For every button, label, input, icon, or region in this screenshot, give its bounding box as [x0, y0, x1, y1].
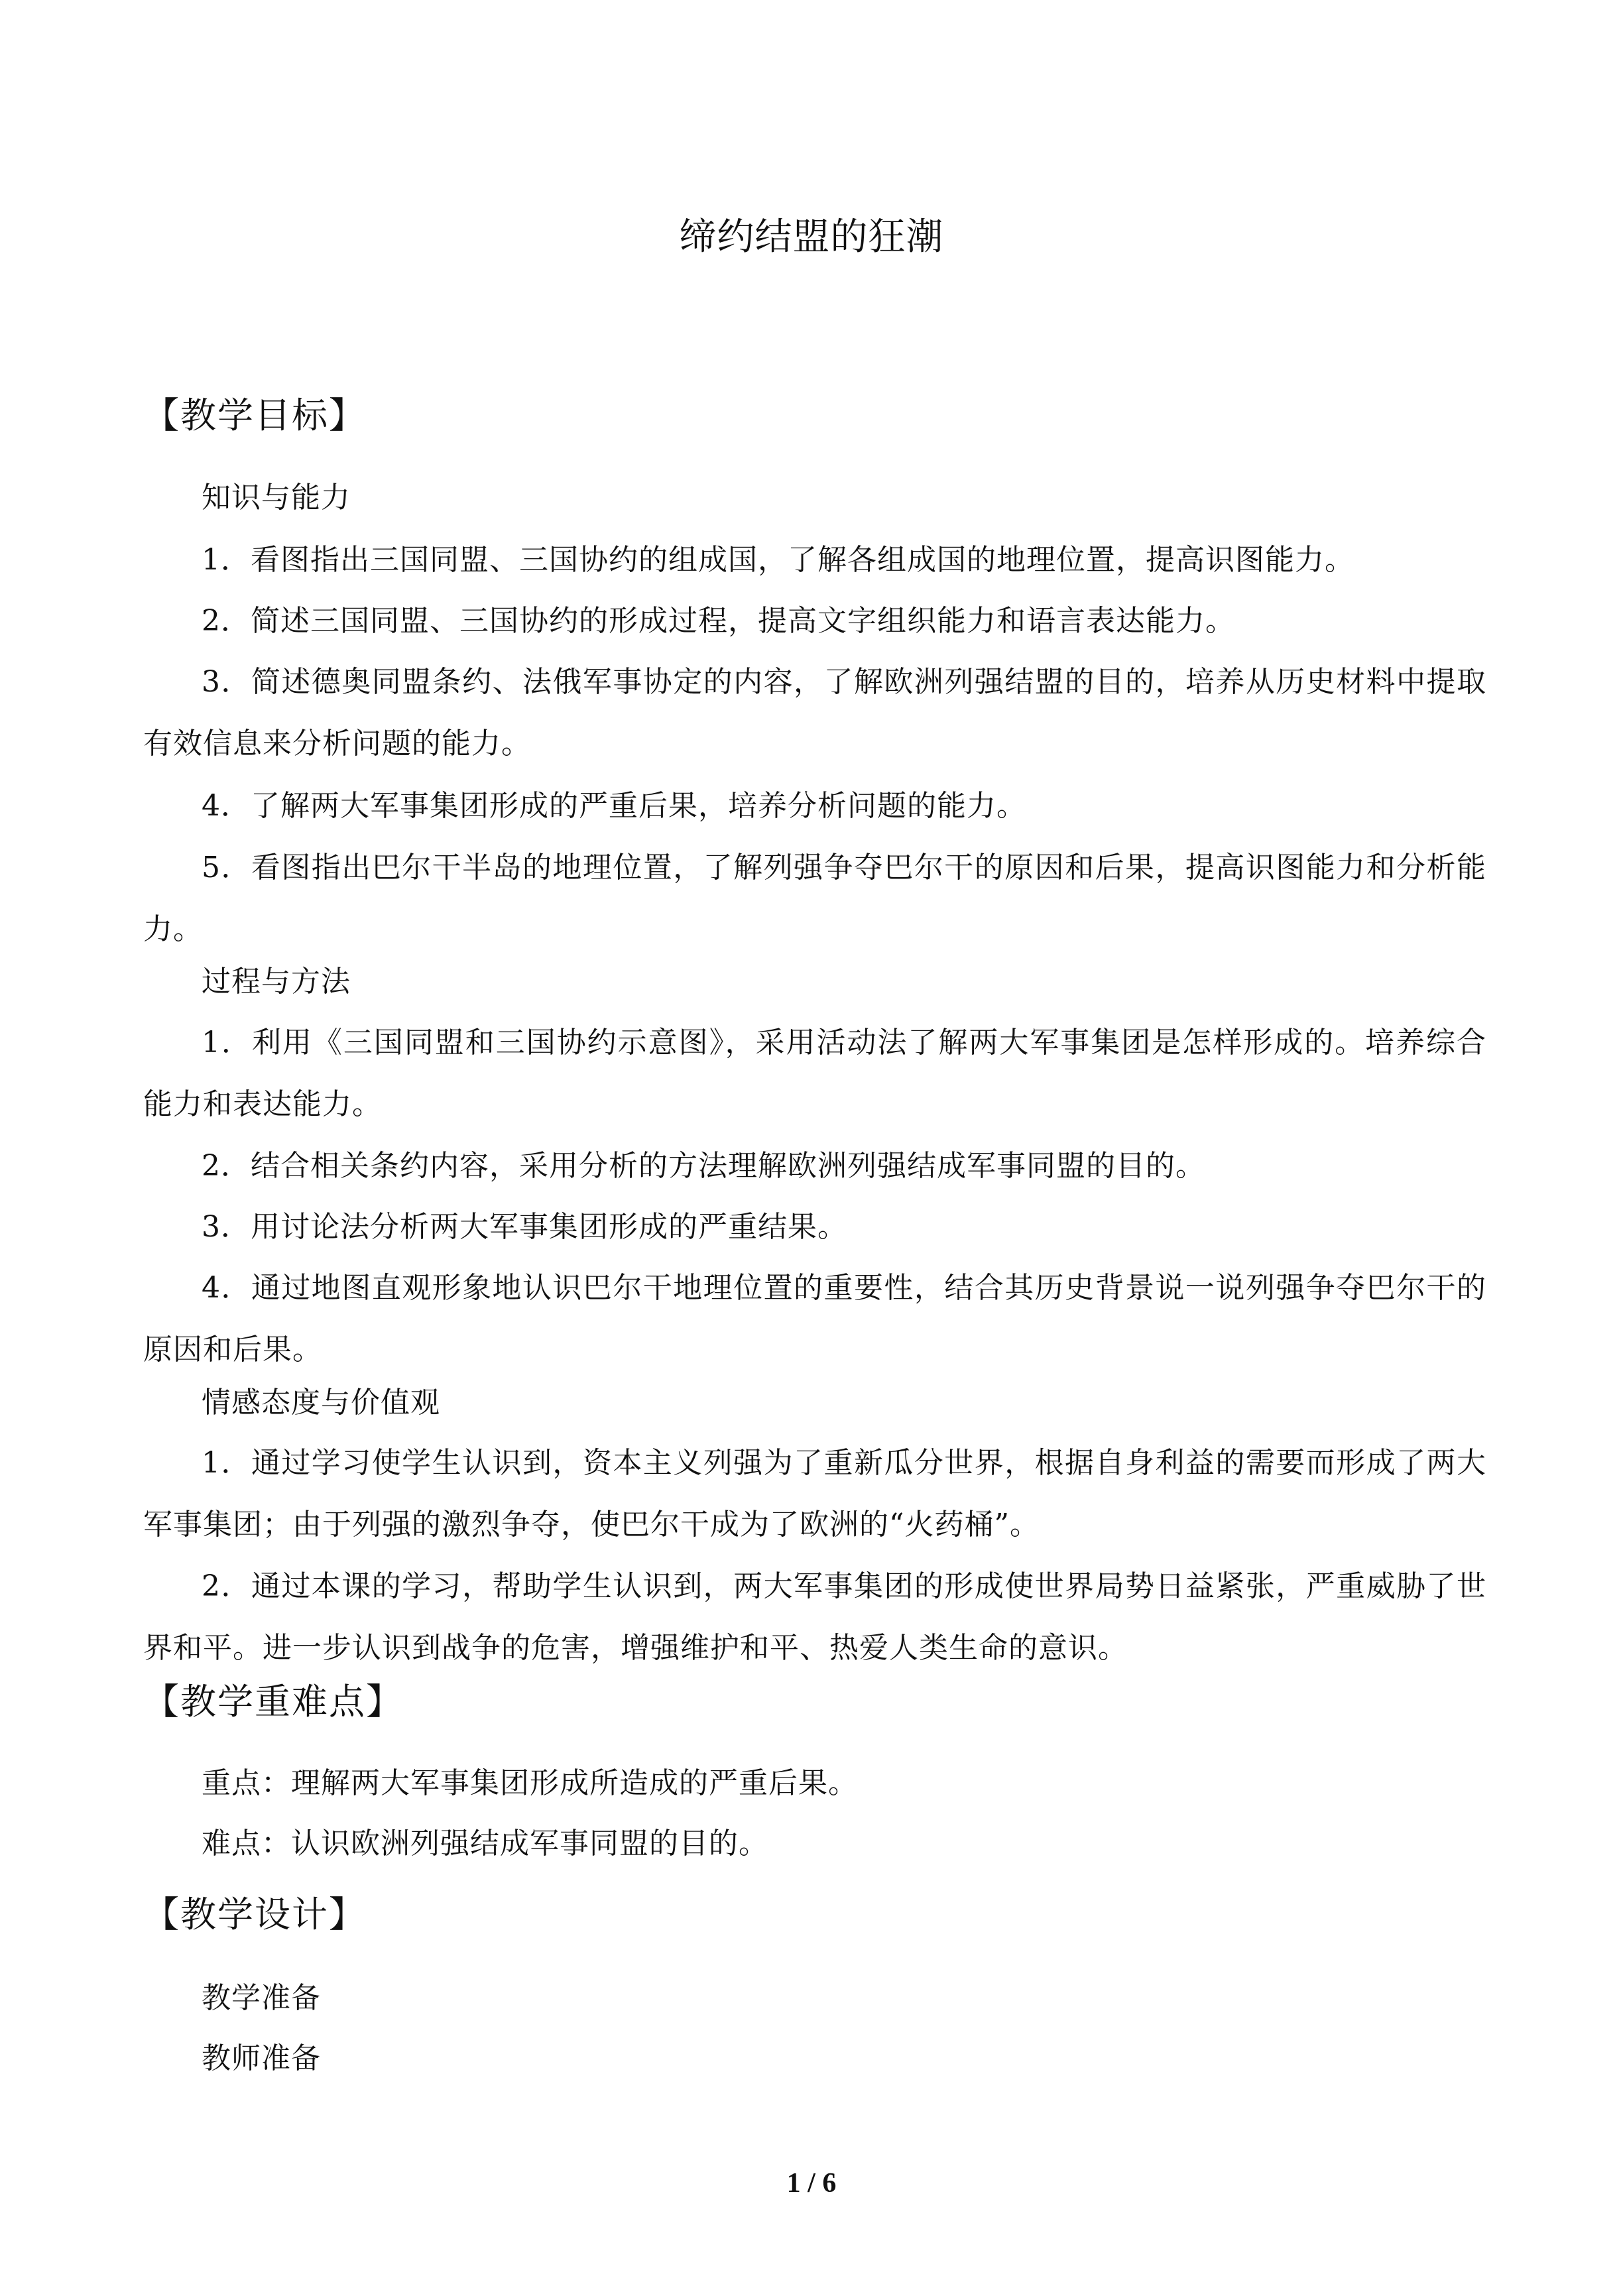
- page-title: 缔约结盟的狂潮: [679, 215, 944, 259]
- objective-process-item-4: 4．通过地图直观形象地认识巴尔干地理位置的重要性，结合其历史背景说一说列强争夺巴尔干的原因和后果。: [143, 1271, 1486, 1366]
- key-point-focus: 重点：理解两大军事集团形成所造成的严重后果。: [202, 1766, 858, 1800]
- objective-process-item-2: 2．结合相关条约内容，采用分析的方法理解欧洲列强结成军事同盟的目的。: [202, 1149, 1205, 1183]
- objective-knowledge-item-2: 2．简述三国同盟、三国协约的形成过程，提高文字组织能力和语言表达能力。: [202, 604, 1235, 638]
- subheading-process: 过程与方法: [202, 965, 351, 998]
- objective-knowledge-item-1: 1．看图指出三国同盟、三国协约的组成国，了解各组成国的地理位置，提高识图能力。: [202, 543, 1354, 577]
- section-heading-design: 【教学设计】: [143, 1894, 366, 1935]
- objective-process-item-1: 1．利用《三国同盟和三国协约示意图》，采用活动法了解两大军事集团是怎样形成的。培养综合能力和表达能力。: [143, 1026, 1486, 1121]
- page-number: 1 / 6: [786, 2168, 837, 2199]
- section-heading-key-points: 【教学重难点】: [143, 1681, 403, 1722]
- objective-values-item-1: 1．通过学习使学生认识到，资本主义列强为了重新瓜分世界，根据自身利益的需要而形成了两大军事集团；由于列强的激烈争夺，使巴尔干成为了欧洲的“火药桶”。: [143, 1446, 1486, 1541]
- objective-process-item-3: 3．用讨论法分析两大军事集团形成的严重结果。: [202, 1210, 847, 1244]
- objective-knowledge-item-4: 4．了解两大军事集团形成的严重后果，培养分析问题的能力。: [202, 789, 1026, 823]
- key-point-difficulty: 难点：认识欧洲列强结成军事同盟的目的。: [202, 1827, 768, 1860]
- objective-knowledge-item-3: 3．简述德奥同盟条约、法俄军事协定的内容，了解欧洲列强结盟的目的，培养从历史材料中提取有效信息来分析问题的能力。: [143, 665, 1486, 760]
- section-heading-objectives: 【教学目标】: [143, 394, 366, 436]
- subheading-knowledge: 知识与能力: [202, 481, 351, 514]
- subheading-values: 情感态度与价值观: [202, 1386, 440, 1420]
- design-prep: 教学准备: [202, 1981, 321, 2015]
- design-teacher-prep: 教师准备: [202, 2041, 321, 2075]
- objective-knowledge-item-5: 5．看图指出巴尔干半岛的地理位置，了解列强争夺巴尔干的原因和后果，提高识图能力和分析能力。: [143, 851, 1486, 946]
- objective-values-item-2: 2．通过本课的学习，帮助学生认识到，两大军事集团的形成使世界局势日益紧张，严重威胁了世界和平。进一步认识到战争的危害，增强维护和平、热爱人类生命的意识。: [143, 1569, 1486, 1665]
